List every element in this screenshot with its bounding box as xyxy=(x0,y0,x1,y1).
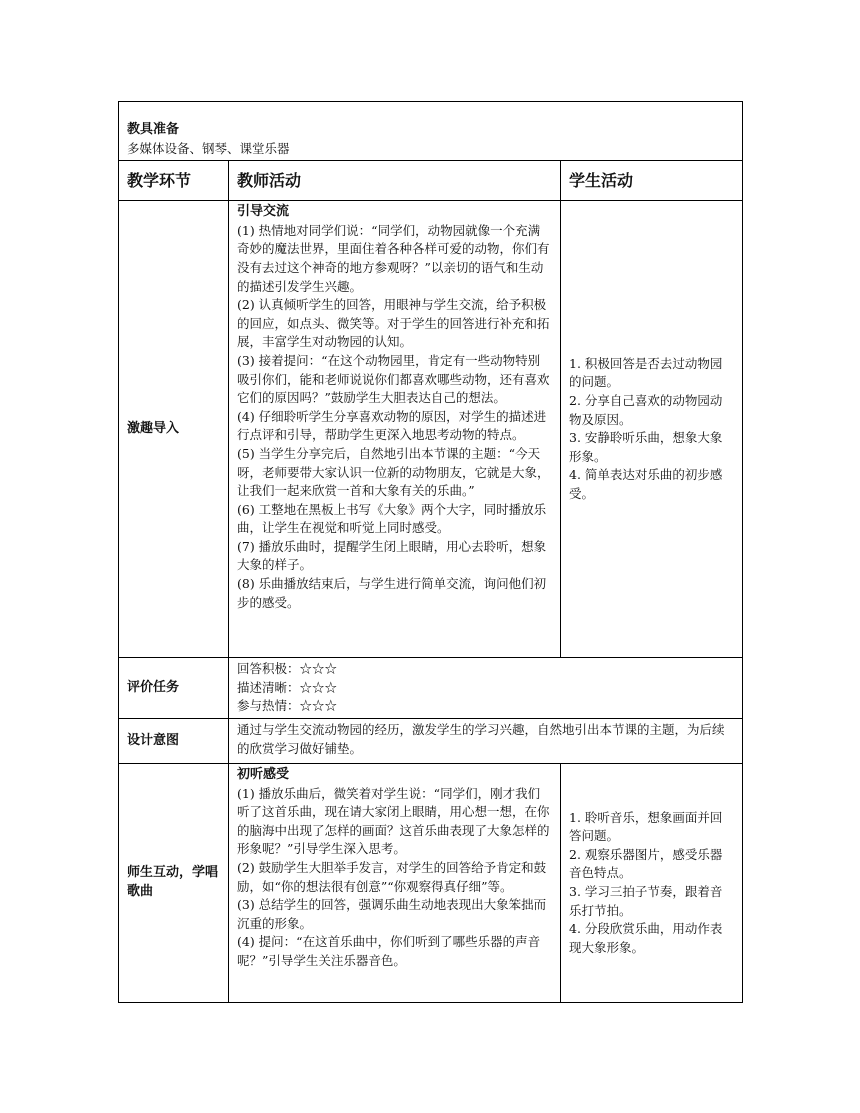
section2-student-item: 2. 观察乐器图片，感受乐器音色特点。 xyxy=(569,846,723,881)
design-text: 通过与学生交流动物园的经历，激发学生的学习兴趣，自然地引出本节课的主题，为后续的欣赏学习做好铺垫。 xyxy=(229,718,743,763)
evaluation-cell xyxy=(229,658,743,719)
section1-teacher-cell xyxy=(229,201,561,658)
section1-teacher-item: (2) 认真倾听学生的回答，用眼神与学生交流，给予积极的回应，如点头、微笑等。对于学生的回答进行补充和拓展，丰富学生对动物园的认知。 xyxy=(237,297,550,350)
evaluation-item: 回答积极：☆☆☆ xyxy=(237,661,338,677)
section1-student-item: 3. 安静聆听乐曲，想象大象形象。 xyxy=(569,430,723,464)
evaluation-label: 评价任务 xyxy=(119,658,229,719)
section2-teacher-item: (2) 鼓励学生大胆举手发言，对学生的回答给予肯定和鼓励，如“你的想法很有创意”“你观察得真仔细”等。 xyxy=(237,859,547,894)
header-student: 学生活动 xyxy=(561,161,743,201)
section1-teacher-item: (7) 播放乐曲时，提醒学生闭上眼睛，用心去聆听，想象大象的样子。 xyxy=(237,538,547,573)
section1-student-item: 4. 简单表达对乐曲的初步感受。 xyxy=(569,467,723,501)
section2-teacher-cell xyxy=(229,763,561,1002)
header-row xyxy=(119,161,743,201)
section2-teacher-item: (3) 总结学生的回答，强调乐曲生动地表现出大象笨拙而沉重的形象。 xyxy=(237,897,547,931)
section1-label: 激趣导入 xyxy=(119,201,229,658)
evaluation-item: 描述清晰：☆☆☆ xyxy=(237,679,338,695)
prep-title: 教具准备 xyxy=(127,122,180,137)
design-row xyxy=(119,718,743,763)
header-stage: 教学环节 xyxy=(119,161,229,201)
section1-teacher-item: (5) 当学生分享完后，自然地引出本节课的主题：“今天呀，老师要带大家认识一位新的动物朋友，它就是大象，让我们一起来欣赏一首和大象有关的乐曲。” xyxy=(237,445,550,499)
section2-teacher-item: (4) 提问：“在这首乐曲中，你们听到了哪些乐器的声音呢？”引导学生关注乐器音色。 xyxy=(237,934,541,968)
section2-teacher-item: (1) 播放乐曲后，微笑着对学生说：“同学们，刚才我们听了这首乐曲，现在请大家闭上眼睛，用心想一想，在你的脑海中出现了怎样的画面？这首乐曲表现了大象怎样的形象呢？”引导学生深入思考。 xyxy=(237,785,550,857)
section1-row xyxy=(119,201,743,658)
section2-student-item: 4. 分段欣赏乐曲，用动作表现大象形象。 xyxy=(569,921,723,955)
section1-teacher-item: (8) 乐曲播放结束后，与学生进行简单交流，询问他们初步的感受。 xyxy=(237,576,547,610)
section1-teacher-item: (1) 热情地对同学们说：“同学们，动物园就像一个充满奇妙的魔法世界，里面住着各种各样可爱的动物，你们有没有去过这个神奇的地方参观呀？”以亲切的语气和生动的描述引发学生兴趣。 xyxy=(237,222,550,294)
evaluation-row xyxy=(119,658,743,719)
lesson-plan-table xyxy=(118,101,743,1003)
header-teacher: 教师活动 xyxy=(229,161,561,201)
section1-student-item: 2. 分享自己喜欢的动物园动物及原因。 xyxy=(569,393,723,427)
evaluation-item: 参与热情：☆☆☆ xyxy=(237,698,338,714)
section2-student-item: 1. 聆听音乐，想象画面并回答问题。 xyxy=(569,809,723,844)
prep-cell xyxy=(119,102,743,161)
section2-student-item: 3. 学习三拍子节奏，跟着音乐打节拍。 xyxy=(569,883,723,918)
section1-subtitle: 引导交流 xyxy=(237,204,290,220)
prep-content: 多媒体设备、钢琴、课堂乐器 xyxy=(127,140,290,156)
section1-student-cell xyxy=(561,201,743,658)
prep-row xyxy=(119,102,743,161)
section2-row xyxy=(119,763,743,1002)
section1-student-item: 1. 积极回答是否去过动物园的问题。 xyxy=(569,355,723,390)
section2-label: 师生互动，学唱歌曲 xyxy=(119,763,229,1002)
section1-teacher-item: (3) 接着提问：“在这个动物园里，肯定有一些动物特别吸引你们，能和老师说说你们都喜欢哪些动物，还有喜欢它们的原因吗？”鼓励学生大胆表达自己的想法。 xyxy=(237,352,550,406)
design-label: 设计意图 xyxy=(119,718,229,763)
section2-student-cell xyxy=(561,763,743,1002)
section1-teacher-item: (4) 仔细聆听学生分享喜欢动物的原因，对学生的描述进行点评和引导，帮助学生更深入地思考动物的特点。 xyxy=(237,408,547,443)
section1-teacher-item: (6) 工整地在黑板上书写《大象》两个大字，同时播放乐曲，让学生在视觉和听觉上同时感受。 xyxy=(237,501,547,536)
lesson-plan-page xyxy=(118,101,742,1003)
section2-subtitle: 初听感受 xyxy=(237,766,290,782)
